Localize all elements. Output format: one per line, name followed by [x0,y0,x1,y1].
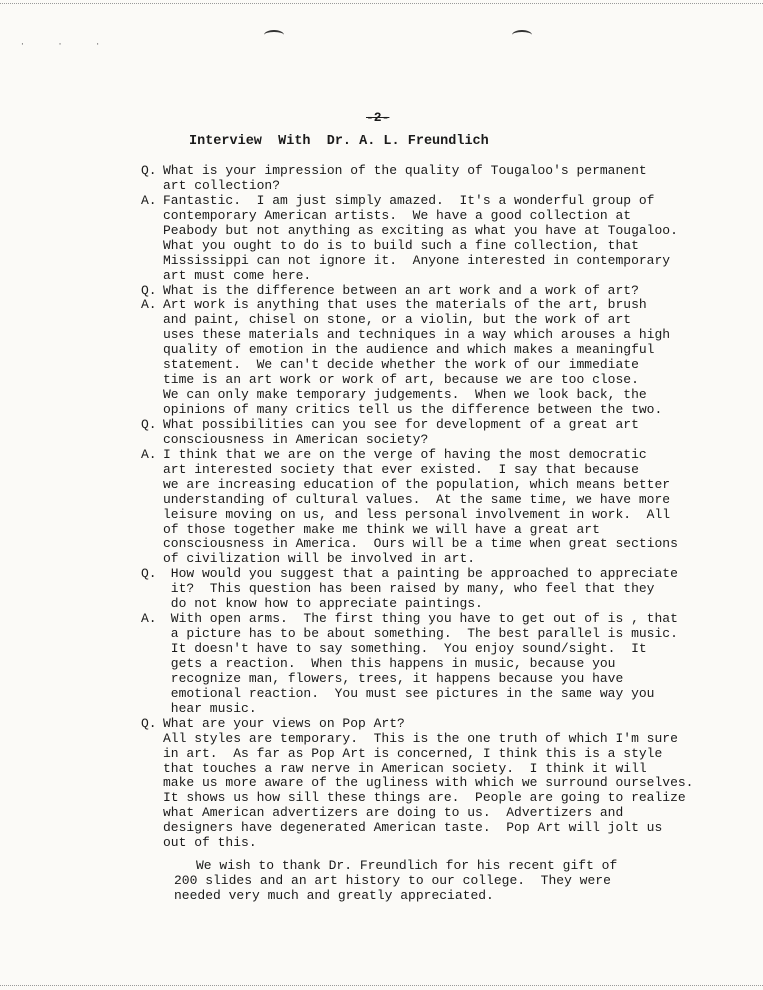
line-text: 200 slides and an art history to our college. They were [174,873,611,889]
closing-paragraph [141,859,721,904]
line-text: We can only make temporary judgements. When we look back, the [163,387,647,403]
page-number: -2- [366,110,390,125]
text-line [141,836,721,851]
line-text: art collection? [163,177,281,193]
line-text: gets a reaction. When this happens in music, because you [163,655,616,671]
text-line [141,269,721,284]
line-text: Art work is anything that uses the materials of the art, brush [163,297,647,313]
question-block [141,418,721,448]
text-line [141,821,721,836]
line-text: All styles are temporary. This is the one truth of which I'm sure [163,730,678,746]
line-text: It doesn't have to say something. You enjoy sound/sight. It [163,641,647,656]
text-line [141,776,721,791]
line-text: recognize man, flowers, trees, it happens because you have [163,670,624,686]
line-text: What is your impression of the quality of Tougaloo's permanent [163,163,647,178]
line-text: of those together make me think we will have a great art [163,521,600,537]
line-text: a picture has to be about something. The best parallel is music. [163,626,678,642]
line-text: contemporary American artists. We have a good collection at [163,207,632,223]
line-text: With open arms. The first thing you have to get out of is , that [163,611,678,627]
line-text: art must come here. [163,267,312,283]
text-line [141,717,721,732]
text-line [141,508,721,523]
line-text: it? This question has been raised by many, who feel that they [163,581,655,597]
line-text: what American advertizers are doing to us. Advertizers and [163,805,624,821]
text-line [141,179,721,194]
text-line [141,209,721,224]
text-line [141,762,721,777]
line-text: hear music. [163,700,257,716]
line-text: understanding of cultural values. At the same time, we have more [163,491,671,507]
text-line [141,418,721,433]
question-block [141,717,721,851]
closing-line [141,859,721,874]
question-label: Q. [141,566,157,582]
question-label: Q. [141,163,157,178]
text-line [141,642,721,657]
bottom-edge [0,985,763,986]
question-block [141,567,721,612]
text-line [141,254,721,269]
line-text: How would you suggest that a painting be approached to appreciate [163,566,678,582]
line-text: We wish to thank Dr. Freundlich for his recent gift of [196,858,618,874]
text-line [141,343,721,358]
answer-block [141,448,721,568]
scan-specks: · · · [20,40,115,49]
line-text: of civilization will be involved in art. [163,551,476,567]
line-text: What are your views on Pop Art? [163,715,405,731]
text-line [141,567,721,582]
line-text: What possibilities can you see for development of a great art [163,416,639,432]
line-text: opinions of many critics tell us the difference between the two. [163,402,663,417]
line-text: consciousness in America. Ours will be a time when great sections [163,536,678,552]
text-line [141,224,721,239]
line-text: time is an art work or work of art, because we are too close. [163,372,639,388]
answer-label: A. [141,611,157,627]
text-line [141,523,721,538]
text-line [141,478,721,493]
text-line [141,702,721,717]
text-line [141,433,721,448]
text-line [141,732,721,747]
line-text: It shows us how sill these things are. People are going to realize [163,790,686,806]
interview-body [141,164,721,904]
line-text: Mississippi can not ignore it. Anyone interested in contemporary [163,252,671,268]
question-block [141,164,721,194]
text-line [141,493,721,508]
text-line [141,597,721,612]
line-text: do not know how to appreciate paintings. [163,596,483,612]
answer-block [141,194,721,284]
line-text: art interested society that ever existed. I say that because [163,461,639,477]
text-line [141,806,721,821]
question-block [141,284,721,299]
closing-line [141,874,721,889]
line-text: uses these materials and techniques in a way which arouses a high [163,327,671,343]
line-text: consciousness in American society? [163,431,429,447]
document-title: Interview With Dr. A. L. Freundlich [189,134,489,149]
text-line [141,657,721,672]
line-text: What you ought to do is to build such a fine collection, that [163,237,639,253]
answer-block [141,298,721,418]
line-text: make us more aware of the ugliness with which we surround ourselves. [163,775,694,791]
text-line [141,552,721,567]
text-line [141,358,721,373]
line-text: Peabody but not anything as exciting as what you have at Tougaloo. [163,222,678,238]
text-line [141,388,721,403]
text-line [141,403,721,418]
line-text: Fantastic. I am just simply amazed. It's a wonderful group of [163,192,655,208]
text-line [141,164,721,179]
line-text: statement. We can't decide whether the work of our immediate [163,357,639,373]
line-text: What is the difference between an art work and a work of art? [163,282,639,298]
question-label: Q. [141,282,157,298]
line-text: emotional reaction. You must see pictures in the same way you [163,685,655,701]
punch-hole-right [512,30,532,40]
text-line [141,612,721,627]
text-line [141,791,721,806]
text-line [141,747,721,762]
text-line [141,313,721,328]
answer-block [141,612,721,717]
text-line [141,239,721,254]
top-edge [0,3,763,4]
line-text: quality of emotion in the audience and which makes a meaningful [163,342,655,358]
question-label: Q. [141,416,157,432]
line-text: that touches a raw nerve in American society. I think it will [163,760,647,776]
text-line [141,672,721,687]
text-line [141,627,721,642]
line-text: out of this. [163,835,257,851]
text-line [141,463,721,478]
text-line [141,194,721,209]
line-text: designers have degenerated American taste. Pop Art will jolt us [163,820,663,836]
text-line [141,448,721,463]
text-line [141,537,721,552]
punch-hole-left [264,30,284,40]
answer-label: A. [141,297,157,313]
line-text: in art. As far as Pop Art is concerned, I think this is a style [163,745,663,761]
text-line [141,284,721,299]
question-label: Q. [141,715,157,731]
text-line [141,582,721,597]
text-line [141,298,721,313]
line-text: I think that we are on the verge of having the most democratic [163,446,647,462]
answer-label: A. [141,446,157,462]
line-text: and paint, chisel on stone, or a violin, but the work of art [163,312,632,328]
answer-label: A. [141,192,157,208]
text-line [141,328,721,343]
line-text: we are increasing education of the population, which means better [163,476,671,492]
text-line [141,373,721,388]
line-text: leisure moving on us, and less personal involvement in work. All [163,506,671,522]
text-line [141,687,721,702]
closing-line [141,889,721,904]
line-text: needed very much and greatly appreciated. [174,888,494,903]
